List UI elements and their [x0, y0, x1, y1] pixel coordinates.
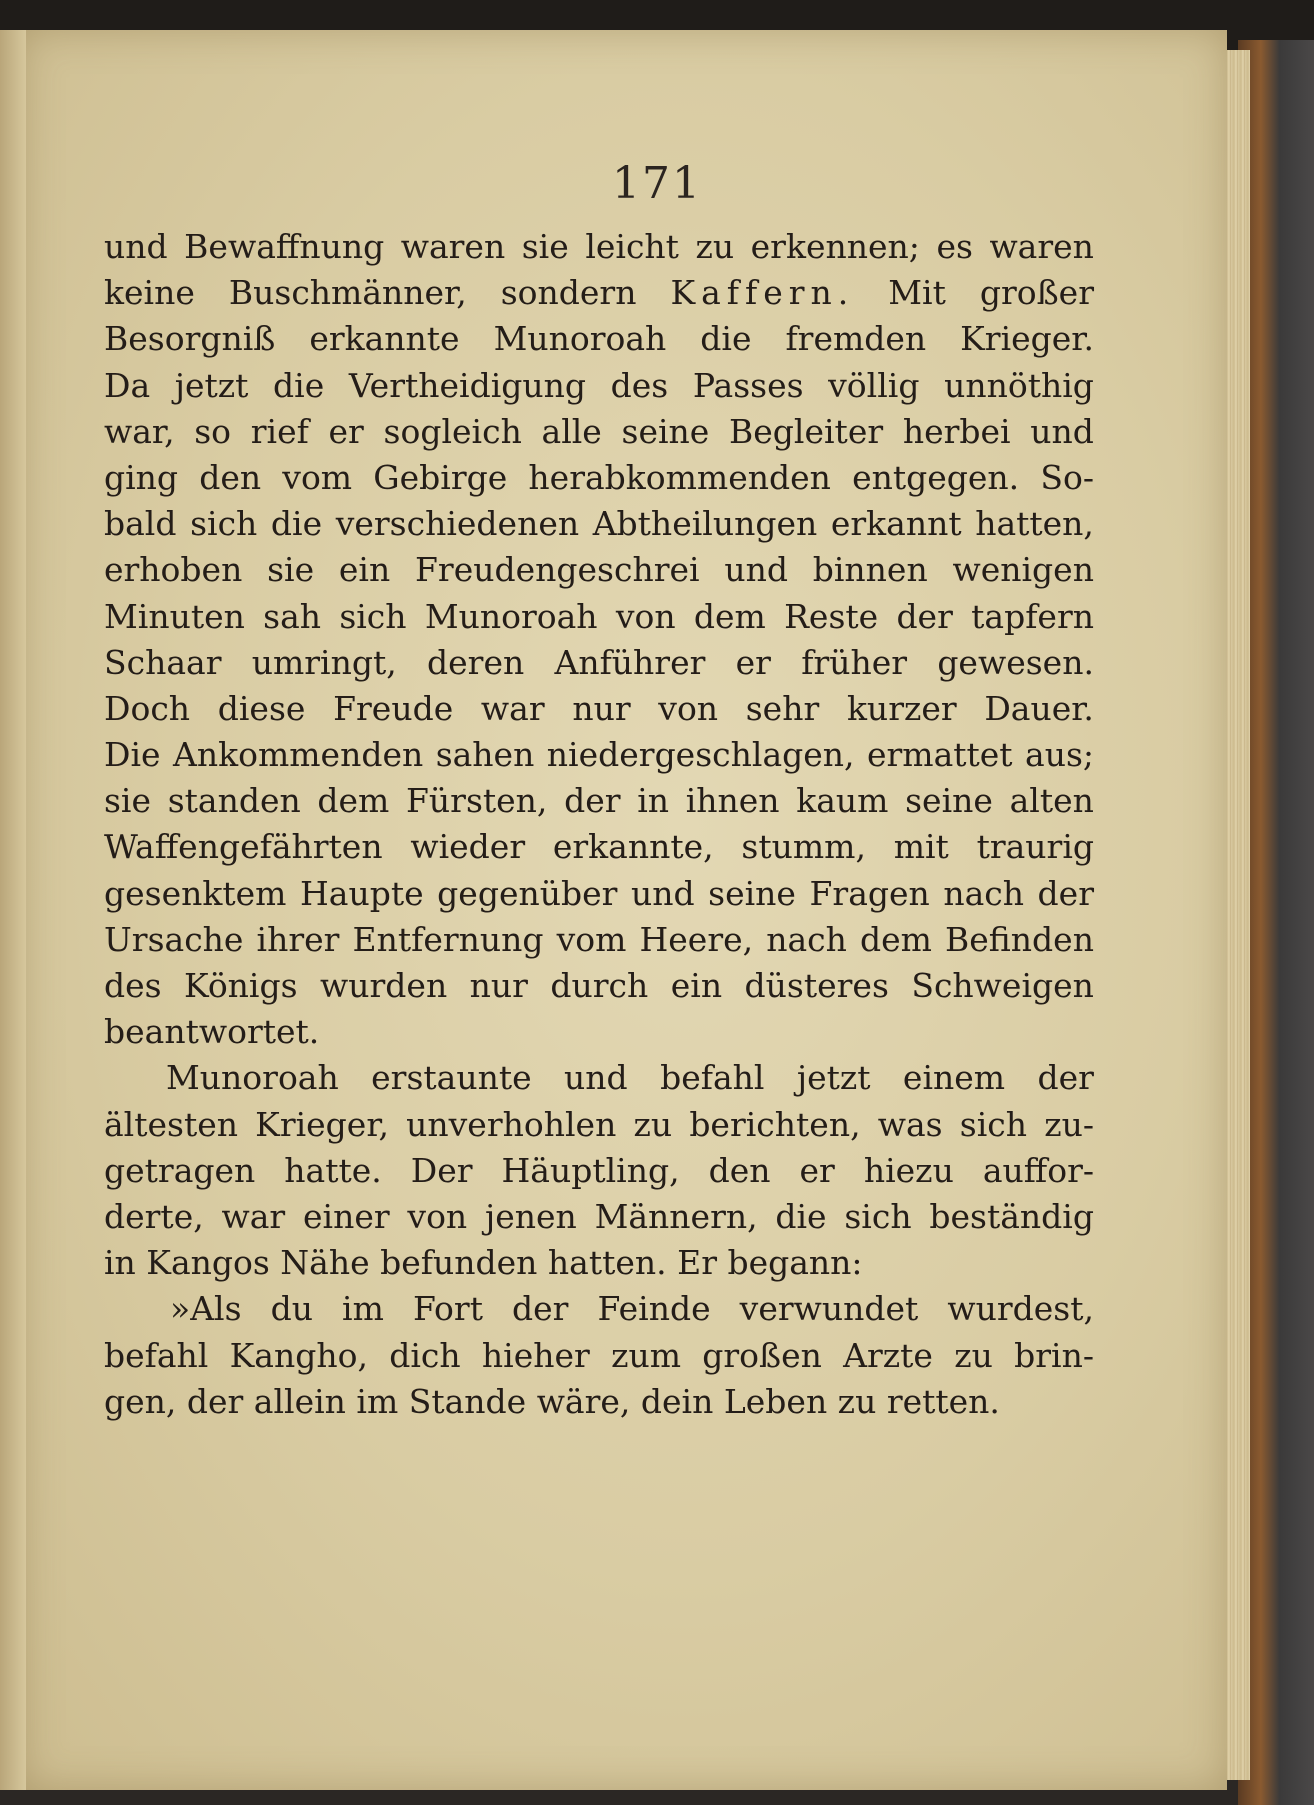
text-line: Besorgniß erkannte Munoroah die fremden Krieger. — [104, 319, 1094, 359]
text-line: Ursache ihrer Entfernung vom Heere, nach dem Befinden — [104, 919, 1094, 959]
text-line: und Bewaffnung waren sie leicht zu erkennen; es waren — [104, 227, 1094, 266]
text-line: ältesten Krieger, unverhohlen zu berichten, was sich zu- — [104, 1104, 1094, 1144]
text-line: Die Ankommenden sahen niedergeschlagen, ermattet aus; — [104, 735, 1094, 775]
text-line: war, so rief er sogleich alle seine Begleiter herbei und — [104, 411, 1094, 451]
text-line: bald sich die verschiedenen Abtheilungen erkannt hatten, — [104, 504, 1094, 544]
text-line: gen, der allein im Stande wäre, dein Leben zu retten. — [104, 1381, 1000, 1421]
paragraph — [104, 224, 1094, 1055]
text-line: Waffengefährten wieder erkannte, stumm, mit traurig — [104, 827, 1094, 867]
text-line: derte, war einer von jenen Männern, die sich beständig — [104, 1196, 1094, 1236]
text-line: Da jetzt die Vertheidigung des Passes völlig unnöthig — [104, 365, 1094, 405]
text-line: ging den vom Gebirge herabkommenden entgegen. So- — [104, 457, 1094, 497]
text-line: Minuten sah sich Munoroah von dem Reste der tapfern — [104, 596, 1094, 636]
text-line: Schaar umringt, deren Anführer er früher gewesen. — [104, 642, 1094, 682]
text-line: befahl Kangho, dich hieher zum großen Arzte zu brin- — [104, 1335, 1094, 1375]
text-line: beantwortet. — [104, 1012, 320, 1052]
text-line: in Kangos Nähe befunden hatten. Er begann: — [104, 1243, 863, 1283]
text-line: sie standen dem Fürsten, der in ihnen kaum seine alten — [104, 781, 1094, 821]
paragraph — [104, 1286, 1094, 1425]
text-line: des Königs wurden nur durch ein düsteres Schweigen — [104, 966, 1094, 1005]
paragraph — [104, 1055, 1094, 1286]
text-line: Munoroah erstaunte und befahl jetzt einem der — [166, 1058, 1094, 1098]
body-text — [104, 224, 1094, 1425]
text-line: keine Buschmänner, sondern Kaffern. Mit großer — [104, 273, 1094, 313]
text-line: »Als du im Fort der Feinde verwundet wurdest, — [170, 1289, 1094, 1329]
text-line: getragen hatte. Der Häuptling, den er hiezu auffor- — [104, 1150, 1094, 1190]
text-line: erhoben sie ein Freudengeschrei und binnen wenigen — [104, 550, 1094, 590]
text-line: gesenktem Haupte gegenüber und seine Fragen nach der — [104, 873, 1094, 913]
page-gutter — [0, 30, 26, 1790]
page-number: 171 — [612, 158, 702, 209]
text-line: Doch diese Freude war nur von sehr kurzer Dauer. — [104, 688, 1094, 728]
